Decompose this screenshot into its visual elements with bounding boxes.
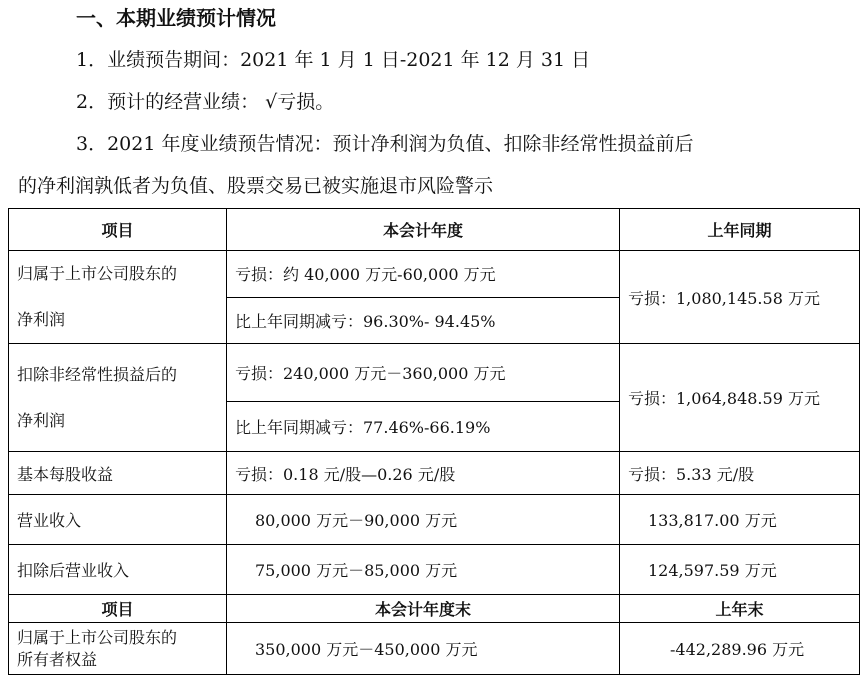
table-header-row-2 (9, 595, 860, 623)
equity-label-cell (9, 623, 227, 675)
deducted-profit-label-line2: 净利润 (17, 410, 66, 430)
header2-current-year-end: 本会计年度末 (227, 595, 620, 623)
deducted-profit-label-cell (9, 344, 227, 452)
deducted-profit-label-line1: 扣除非经常性损益后的 (17, 364, 178, 384)
revenue-deducted-prior: 124,597.59 万元 (620, 545, 860, 595)
equity-label-line1: 归属于上市公司股东的 (17, 627, 178, 647)
net-profit-current-range: 亏损：约 40,000 万元-60,000 万元 (227, 251, 620, 298)
section-heading: 一、本期业绩预计情况 (76, 6, 276, 30)
table-row (9, 344, 860, 402)
expected-performance: 2．预计的经营业绩： √亏损。 (76, 91, 335, 113)
deducted-profit-current-range: 亏损：240,000 万元－360,000 万元 (227, 344, 620, 402)
table-row (9, 495, 860, 545)
net-profit-prior: 亏损：1,080,145.58 万元 (620, 251, 860, 344)
revenue-current: 80,000 万元－90,000 万元 (227, 495, 620, 545)
eps-current: 亏损：0.18 元/股—0.26 元/股 (227, 452, 620, 495)
performance-forecast-table (8, 208, 860, 675)
forecast-period: 1．业绩预告期间：2021 年 1 月 1 日-2021 年 12 月 31 日 (76, 49, 591, 71)
forecast-description-line1: 3．2021 年度业绩预告情况：预计净利润为负值、扣除非经常性损益前后 (76, 133, 694, 155)
revenue-prior: 133,817.00 万元 (620, 495, 860, 545)
table-header-row (9, 209, 860, 251)
equity-label-line2: 所有者权益 (17, 649, 98, 669)
table-row (9, 623, 860, 675)
equity-prior: -442,289.96 万元 (620, 623, 860, 675)
header2-prior-year-end: 上年末 (620, 595, 860, 623)
table-row (9, 452, 860, 495)
header-prior-year: 上年同期 (620, 209, 860, 251)
net-profit-label-cell (9, 251, 227, 344)
net-profit-current-change: 比上年同期减亏：96.30%- 94.45% (227, 297, 620, 344)
net-profit-label-line2: 净利润 (17, 310, 66, 329)
header-current-year: 本会计年度 (227, 209, 620, 251)
net-profit-label-line1: 归属于上市公司股东的 (17, 264, 178, 283)
header-item: 项目 (9, 209, 227, 251)
equity-current: 350,000 万元－450,000 万元 (227, 623, 620, 675)
table-row (9, 251, 860, 298)
revenue-label: 营业收入 (9, 495, 227, 545)
eps-prior: 亏损：5.33 元/股 (620, 452, 860, 495)
deducted-profit-prior: 亏损：1,064,848.59 万元 (620, 344, 860, 452)
header2-item: 项目 (9, 595, 227, 623)
forecast-description-line2: 的净利润孰低者为负值、股票交易已被实施退市风险警示 (18, 175, 494, 197)
eps-label: 基本每股收益 (9, 452, 227, 495)
revenue-deducted-current: 75,000 万元－85,000 万元 (227, 545, 620, 595)
table-row (9, 545, 860, 595)
deducted-profit-current-change: 比上年同期减亏：77.46%-66.19% (227, 402, 620, 452)
revenue-deducted-label: 扣除后营业收入 (9, 545, 227, 595)
